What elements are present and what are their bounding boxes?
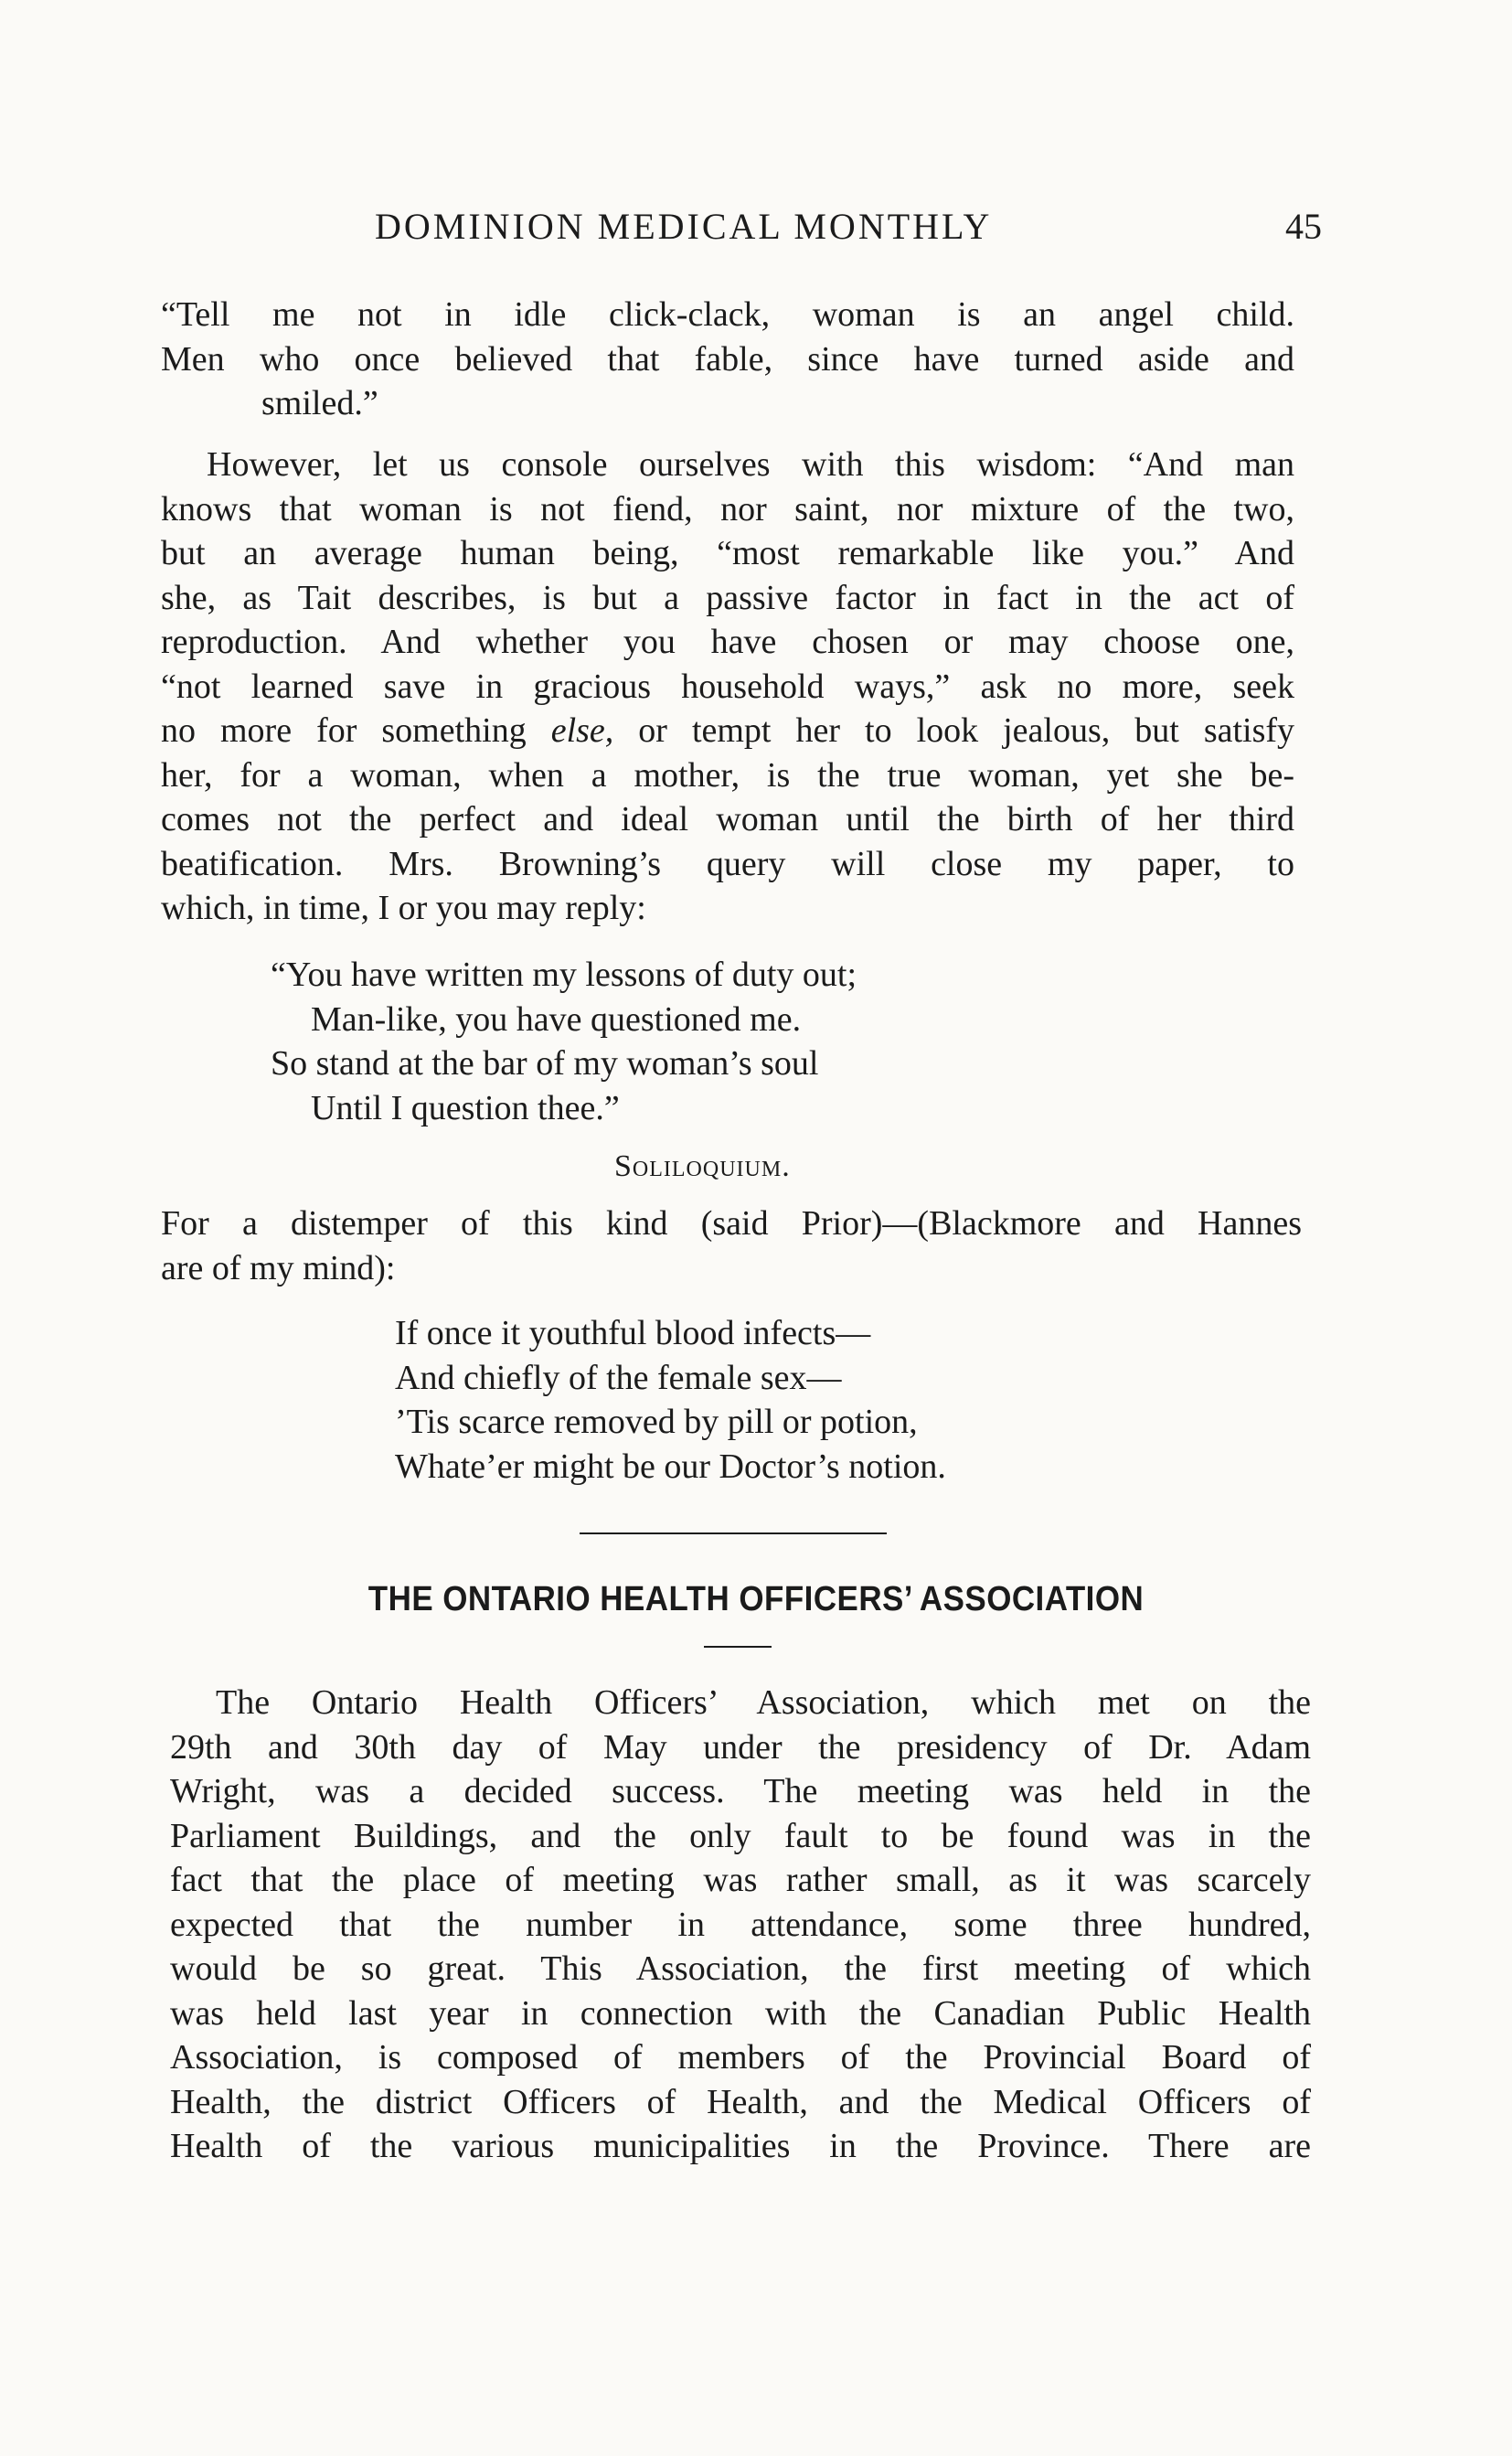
paragraph-line-mixed (161, 709, 1294, 753)
section-heading: THE ONTARIO HEALTH OFFICERS’ ASSOCIATION (367, 1580, 1145, 1618)
quote-line: Men who once believed that fable, since have turned aside and (161, 339, 1294, 379)
section-line: fact that the place of meeting was rather small, as it was scarcely (170, 1861, 1311, 1899)
section-line: 29th and 30th day of May under the presidency of Dr. Adam (170, 1727, 1311, 1767)
soliloquium-verse (395, 1311, 1126, 1489)
verse-line: If once it youthful blood infects— (395, 1314, 871, 1352)
section-line: The Ontario Health Officers’ Association, which met on the (216, 1683, 1311, 1722)
quote-line: smiled.” (261, 384, 378, 422)
verse-line: ’Tis scarce removed by pill or potion, (395, 1403, 918, 1441)
verse-line: So stand at the bar of my woman’s soul (271, 1044, 819, 1083)
paragraph-console (161, 443, 1294, 931)
paragraph-line: she, as Tait describes, is but a passive factor in fact in the act of (161, 578, 1294, 617)
section-line: Association, is composed of members of the Provincial Board of (170, 2038, 1311, 2077)
italic-word: else, (550, 711, 614, 750)
journal-title: DOMINION MEDICAL MONTHLY (375, 206, 993, 247)
section-line: expected that the number in attendance, some three hundred, (170, 1905, 1311, 1944)
section-line: Health, the district Officers of Health, and the Medical Officers of (170, 2082, 1311, 2121)
verse-line: Until I question thee.” (311, 1088, 620, 1127)
section-line: Health of the various municipalities in the Province. There are (170, 2127, 1311, 2165)
section-body (170, 1681, 1311, 2169)
soliloquium-intro (161, 1201, 1302, 1290)
browning-verse (271, 953, 1093, 1130)
opening-quote (161, 293, 1294, 426)
heading-underline (704, 1646, 772, 1648)
paragraph-line: However, let us console ourselves with this wisdom: “And man (207, 445, 1294, 484)
paragraph-fragment-text: or tempt her to look jealous, but satisfy (613, 711, 1295, 750)
section-line: Parliament Buildings, and the only fault to be found was in the (170, 1816, 1311, 1855)
page-number: 45 (1285, 206, 1322, 247)
paragraph-line: which, in time, I or you may reply: (161, 889, 646, 927)
paragraph-line: knows that woman is not fiend, nor saint, nor mixture of the two, (161, 489, 1294, 529)
paragraph-line: comes not the perfect and ideal woman until the birth of her third (161, 800, 1294, 838)
section-divider (580, 1532, 887, 1534)
soliloquium-title: Soliloquium. (614, 1149, 791, 1183)
section-line: would be so great. This Association, the first meeting of which (170, 1949, 1311, 1988)
paragraph-line: beatification. Mrs. Browning’s query will close my paper, to (161, 844, 1294, 883)
verse-line: Man-like, you have questioned me. (311, 999, 802, 1039)
section-line: was held last year in connection with the Canadian Public Health (170, 1993, 1311, 2033)
quote-line: “Tell me not in idle click-clack, woman is an angel child. (161, 295, 1294, 334)
paragraph-fragment (161, 709, 1294, 753)
paragraph-fragment-text: no more for something (161, 711, 551, 750)
verse-line: Whate’er might be our Doctor’s notion. (395, 1447, 946, 1486)
verse-line: And chiefly of the female sex— (395, 1358, 842, 1397)
paragraph-line: “not learned save in gracious household ways,” ask no more, seek (161, 667, 1294, 706)
paragraph-line: reproduction. And whether you have chosen or may choose one, (161, 623, 1294, 661)
intro-line: are of my mind): (161, 1248, 396, 1287)
section-line: Wright, was a decided success. The meeting was held in the (170, 1772, 1311, 1810)
intro-line: For a distemper of this kind (said Prior)—(Blackmore and Hannes (161, 1204, 1302, 1243)
paragraph-line: her, for a woman, when a mother, is the true woman, yet she be- (161, 755, 1294, 795)
running-header (161, 205, 1322, 251)
paragraph-line: but an average human being, “most remarkable like you.” And (161, 534, 1294, 572)
verse-line: “You have written my lessons of duty out; (271, 956, 857, 994)
